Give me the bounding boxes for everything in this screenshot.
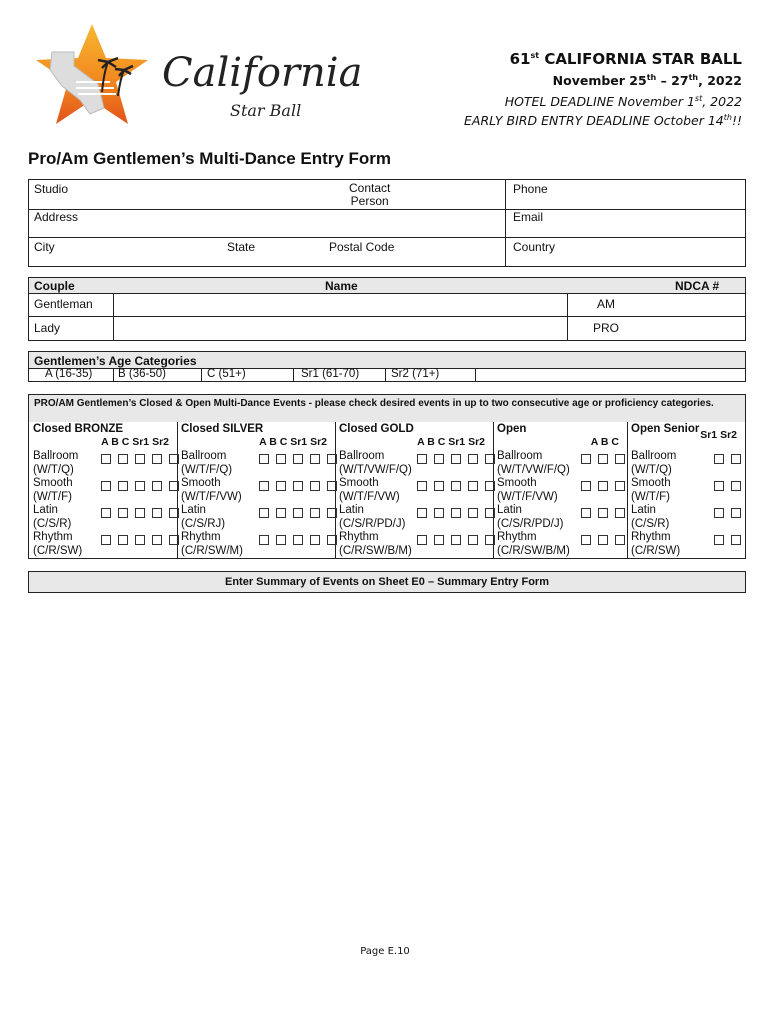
event-checkbox[interactable] xyxy=(259,535,269,545)
event-checkbox[interactable] xyxy=(276,508,286,518)
summary-banner xyxy=(28,571,746,593)
event-col-title: Open Senior xyxy=(631,423,700,435)
couple-header: Couple xyxy=(34,279,75,293)
event-checkbox[interactable] xyxy=(468,454,478,464)
event-checkbox[interactable] xyxy=(434,481,444,491)
event-checkbox[interactable] xyxy=(615,535,625,545)
event-checkbox[interactable] xyxy=(310,454,320,464)
event-item: Smooth (W/T/F/VW) xyxy=(181,477,242,503)
event-checkbox[interactable] xyxy=(169,454,179,464)
am-label: AM xyxy=(597,297,615,311)
event-checkbox[interactable] xyxy=(714,454,724,464)
event-checkbox-group xyxy=(574,451,625,465)
event-checkbox[interactable] xyxy=(169,535,179,545)
event-checkbox[interactable] xyxy=(135,481,145,491)
event-checkbox[interactable] xyxy=(327,508,337,518)
event-checkbox[interactable] xyxy=(152,535,162,545)
lady-label: Lady xyxy=(34,321,61,335)
event-checkbox[interactable] xyxy=(731,535,741,545)
age-categories-table xyxy=(28,351,746,382)
event-checkbox[interactable] xyxy=(485,508,495,518)
event-col-title: Closed SILVER xyxy=(181,423,264,435)
event-checkbox[interactable] xyxy=(259,508,269,518)
age-cat-sr1[interactable]: Sr1 (61-70) xyxy=(301,368,360,380)
event-checkbox[interactable] xyxy=(135,508,145,518)
event-item: Smooth (W/T/F) xyxy=(631,477,671,503)
gentleman-label: Gentleman xyxy=(34,297,93,311)
california-star-ball-logo xyxy=(30,22,363,132)
event-checkbox[interactable] xyxy=(581,508,591,518)
event-checkbox[interactable] xyxy=(310,535,320,545)
am-ndca-field[interactable] xyxy=(629,294,741,316)
event-checkbox[interactable] xyxy=(310,481,320,491)
state-field[interactable] xyxy=(269,238,324,266)
email-field[interactable] xyxy=(559,210,739,236)
event-checkbox[interactable] xyxy=(451,454,461,464)
phone-label: Phone xyxy=(513,182,548,196)
event-checkbox-group xyxy=(574,478,625,492)
event-checkbox[interactable] xyxy=(293,508,303,518)
event-checkbox[interactable] xyxy=(293,481,303,491)
event-item: Rhythm (C/R/SW) xyxy=(33,531,83,557)
event-checkbox[interactable] xyxy=(468,508,478,518)
ndca-header: NDCA # xyxy=(675,279,720,293)
event-item: Smooth (W/T/F/VW) xyxy=(339,477,400,503)
age-categories-title: Gentlemen’s Age Categories xyxy=(34,354,197,368)
event-checkbox[interactable] xyxy=(598,508,608,518)
studio-field[interactable] xyxy=(113,180,343,208)
event-checkbox[interactable] xyxy=(615,454,625,464)
event-checkbox[interactable] xyxy=(118,535,128,545)
event-checkbox[interactable] xyxy=(276,481,286,491)
event-checkbox[interactable] xyxy=(451,508,461,518)
event-item: Ballroom (W/T/Q) xyxy=(631,450,677,476)
event-name: 61st CALIFORNIA STAR BALL xyxy=(509,50,742,68)
event-checkbox[interactable] xyxy=(417,508,427,518)
state-label: State xyxy=(227,240,256,254)
city-label: City xyxy=(34,240,55,254)
event-checkbox[interactable] xyxy=(468,535,478,545)
summary-text: Enter Summary of Events on Sheet E0 – Summary Entry Form xyxy=(225,576,549,588)
event-checkbox[interactable] xyxy=(615,508,625,518)
event-checkbox-group xyxy=(252,451,337,465)
event-checkbox[interactable] xyxy=(118,454,128,464)
event-item: Latin (C/S/R) xyxy=(33,504,72,530)
event-checkbox[interactable] xyxy=(101,508,111,518)
event-checkbox-group xyxy=(94,532,179,546)
event-checkbox[interactable] xyxy=(101,535,111,545)
event-item: Ballroom (W/T/Q) xyxy=(33,450,79,476)
event-item: Rhythm (C/R/SW/M) xyxy=(181,531,243,557)
country-label: Country xyxy=(513,240,556,254)
event-checkbox[interactable] xyxy=(135,535,145,545)
event-checkbox[interactable] xyxy=(276,454,286,464)
age-cat-sr2[interactable]: Sr2 (71+) xyxy=(391,368,440,380)
couple-table xyxy=(28,277,746,341)
event-checkbox[interactable] xyxy=(327,454,337,464)
event-col-grades: A B C Sr1 Sr2 xyxy=(417,436,485,448)
event-checkbox[interactable] xyxy=(581,535,591,545)
age-cat-b[interactable]: B (36-50) xyxy=(118,368,166,380)
event-checkbox[interactable] xyxy=(485,454,495,464)
age-cat-c[interactable]: C (51+) xyxy=(207,368,246,380)
event-checkbox[interactable] xyxy=(417,535,427,545)
event-checkbox[interactable] xyxy=(276,535,286,545)
studio-info-table xyxy=(28,179,746,267)
event-item: Smooth (W/T/F) xyxy=(33,477,73,503)
event-col-title: Closed BRONZE xyxy=(33,423,124,435)
event-checkbox-group xyxy=(94,478,179,492)
event-checkbox[interactable] xyxy=(731,481,741,491)
event-item: Smooth (W/T/F/VW) xyxy=(497,477,558,503)
events-instructions: PRO/AM Gentlemen’s Closed & Open Multi-Dance Events - please check desired events in up to two consecutive age or proficiency categories. xyxy=(34,398,714,409)
event-checkbox[interactable] xyxy=(417,481,427,491)
event-checkbox[interactable] xyxy=(293,535,303,545)
event-item: Latin (C/S/R/PD/J) xyxy=(497,504,564,530)
event-checkbox-group xyxy=(94,505,179,519)
event-col-grades: A B C xyxy=(590,436,619,448)
address-label: Address xyxy=(34,210,79,224)
event-col-grades: A B C Sr1 Sr2 xyxy=(259,436,327,448)
postal-code-label: Postal Code xyxy=(329,240,395,254)
event-checkbox[interactable] xyxy=(169,508,179,518)
event-checkbox[interactable] xyxy=(598,535,608,545)
event-item: Latin (C/S/R/PD/J) xyxy=(339,504,406,530)
event-checkbox[interactable] xyxy=(468,481,478,491)
event-checkbox-group xyxy=(410,505,495,519)
event-col-grades: A B C Sr1 Sr2 xyxy=(101,436,169,448)
event-checkbox[interactable] xyxy=(731,454,741,464)
event-item: Ballroom (W/T/VW/F/Q) xyxy=(497,450,570,476)
event-checkbox[interactable] xyxy=(451,535,461,545)
event-checkbox-group xyxy=(574,505,625,519)
country-field[interactable] xyxy=(569,238,739,266)
address-field[interactable] xyxy=(113,210,493,236)
event-checkbox[interactable] xyxy=(152,508,162,518)
event-checkbox[interactable] xyxy=(581,454,591,464)
event-dates: November 25th – 27th, 2022 xyxy=(552,72,742,88)
email-label: Email xyxy=(513,210,544,224)
event-checkbox-group xyxy=(410,478,495,492)
event-checkbox-group xyxy=(410,451,495,465)
event-item: Latin (C/S/R) xyxy=(631,504,670,530)
city-field[interactable] xyxy=(89,238,219,266)
name-header: Name xyxy=(325,279,358,293)
event-item: Rhythm (C/R/SW/B/M) xyxy=(339,531,412,557)
event-item: Ballroom (W/T/VW/F/Q) xyxy=(339,450,412,476)
event-checkbox[interactable] xyxy=(118,481,128,491)
event-checkbox[interactable] xyxy=(731,508,741,518)
event-checkbox[interactable] xyxy=(714,535,724,545)
event-checkbox[interactable] xyxy=(485,481,495,491)
event-checkbox[interactable] xyxy=(434,535,444,545)
studio-label: Studio xyxy=(34,182,69,196)
event-checkbox[interactable] xyxy=(434,508,444,518)
event-checkbox[interactable] xyxy=(152,481,162,491)
event-checkbox[interactable] xyxy=(135,454,145,464)
event-checkbox-group xyxy=(94,451,179,465)
event-item: Ballroom (W/T/F/Q) xyxy=(181,450,233,476)
event-checkbox-group xyxy=(707,451,741,465)
event-checkbox-group xyxy=(707,505,741,519)
events-table xyxy=(28,394,746,559)
event-checkbox[interactable] xyxy=(327,481,337,491)
logo-wordmark: California xyxy=(162,50,363,96)
event-checkbox-group xyxy=(707,532,741,546)
event-checkbox[interactable] xyxy=(152,454,162,464)
event-item: Rhythm (C/R/SW) xyxy=(631,531,681,557)
event-checkbox-group xyxy=(252,532,337,546)
event-checkbox[interactable] xyxy=(417,454,427,464)
event-checkbox[interactable] xyxy=(293,454,303,464)
event-checkbox[interactable] xyxy=(327,535,337,545)
early-bird-deadline: EARLY BIRD ENTRY DEADLINE October 14th!! xyxy=(464,112,742,128)
phone-field[interactable] xyxy=(559,180,739,208)
event-col-title: Closed GOLD xyxy=(339,423,414,435)
event-checkbox[interactable] xyxy=(310,508,320,518)
age-cat-a[interactable]: A (16-35) xyxy=(45,368,93,380)
event-checkbox[interactable] xyxy=(118,508,128,518)
event-checkbox[interactable] xyxy=(714,508,724,518)
event-checkbox[interactable] xyxy=(101,481,111,491)
event-checkbox[interactable] xyxy=(598,481,608,491)
event-col-grades: Sr1 Sr2 xyxy=(700,429,737,441)
event-checkbox[interactable] xyxy=(714,481,724,491)
event-item: Rhythm (C/R/SW/B/M) xyxy=(497,531,570,557)
event-item: Latin (C/S/RJ) xyxy=(181,504,226,530)
event-checkbox[interactable] xyxy=(581,481,591,491)
event-checkbox[interactable] xyxy=(485,535,495,545)
page-number: Page E.10 xyxy=(360,946,410,957)
logo-subtitle: Star Ball xyxy=(230,101,302,120)
event-checkbox[interactable] xyxy=(434,454,444,464)
event-checkbox[interactable] xyxy=(259,481,269,491)
event-checkbox-group xyxy=(252,478,337,492)
lady-name-field[interactable] xyxy=(115,317,565,341)
event-checkbox[interactable] xyxy=(598,454,608,464)
event-checkbox[interactable] xyxy=(101,454,111,464)
event-checkbox[interactable] xyxy=(451,481,461,491)
event-checkbox-group xyxy=(707,478,741,492)
pro-label: PRO xyxy=(593,321,620,335)
postal-code-field[interactable] xyxy=(409,238,499,266)
hotel-deadline: HOTEL DEADLINE November 1st, 2022 xyxy=(504,93,742,109)
gentleman-name-field[interactable] xyxy=(115,294,565,316)
event-col-title: Open xyxy=(497,423,527,435)
event-checkbox-group xyxy=(410,532,495,546)
event-checkbox[interactable] xyxy=(259,454,269,464)
contact-person-field[interactable] xyxy=(399,180,499,208)
event-checkbox-group xyxy=(574,532,625,546)
pro-ndca-field[interactable] xyxy=(629,317,741,341)
form-title: Pro/Am Gentlemen’s Multi-Dance Entry Form xyxy=(28,149,392,168)
event-checkbox[interactable] xyxy=(169,481,179,491)
event-checkbox[interactable] xyxy=(615,481,625,491)
contact-person-label: Contact Person xyxy=(349,181,391,208)
event-checkbox-group xyxy=(252,505,337,519)
